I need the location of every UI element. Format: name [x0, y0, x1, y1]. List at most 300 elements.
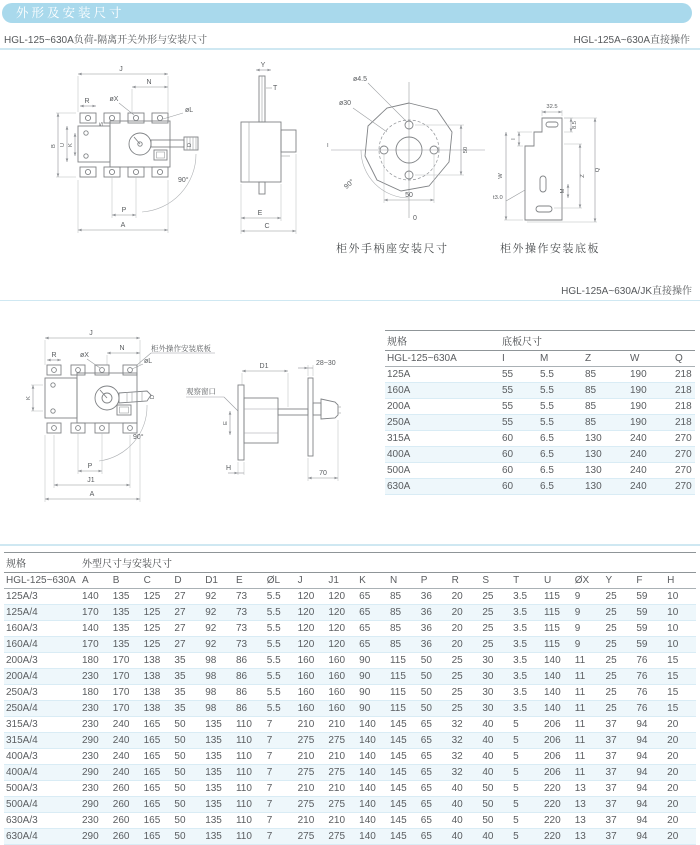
column-header: D: [172, 573, 203, 589]
table-cell: 180: [80, 653, 111, 669]
table-cell: 40: [480, 765, 511, 781]
table-cell: 275: [296, 797, 327, 813]
table-cell: 25: [604, 669, 635, 685]
table-cell: 25: [604, 621, 635, 637]
table-cell: 130: [583, 447, 628, 463]
table-cell: 50: [172, 797, 203, 813]
table-cell: 7: [265, 781, 296, 797]
table-cell: 135: [111, 637, 142, 653]
table-cell: 165: [142, 749, 173, 765]
table-cell: 218: [673, 383, 695, 399]
table-cell: 37: [604, 717, 635, 733]
table-cell: 85: [583, 415, 628, 431]
table-cell: 500A/3: [4, 781, 80, 797]
table-cell: 50: [172, 813, 203, 829]
table-cell: 36: [419, 605, 450, 621]
table-cell: 25: [480, 637, 511, 653]
table-cell: 50: [480, 781, 511, 797]
dim-label: H: [226, 465, 232, 472]
table-cell: 55: [500, 399, 538, 415]
table-cell: 3.5: [511, 701, 542, 717]
table-cell: 3.5: [511, 669, 542, 685]
front-view-bottom-dims: [78, 143, 196, 233]
table-cell: 170: [80, 637, 111, 653]
table-cell: 50: [172, 765, 203, 781]
table-cell: 65: [357, 621, 388, 637]
table-cell: 125: [142, 589, 173, 605]
table-cell: 135: [203, 717, 234, 733]
table-cell: 20: [665, 829, 696, 845]
table-cell: 25: [604, 653, 635, 669]
table-cell: 260: [111, 829, 142, 845]
table-cell: 110: [234, 733, 265, 749]
dim-label: J: [89, 330, 93, 337]
table-cell: 145: [388, 797, 419, 813]
table-cell: 7: [265, 813, 296, 829]
table-cell: 36: [419, 621, 450, 637]
table-cell: 5: [511, 733, 542, 749]
dim-label: R: [51, 352, 57, 359]
table-cell: 250A/4: [4, 701, 80, 717]
table-cell: 25: [450, 685, 481, 701]
table-cell: 3.5: [511, 637, 542, 653]
table-cell: 94: [634, 749, 665, 765]
table-cell: 138: [142, 701, 173, 717]
table-cell: 20: [450, 589, 481, 605]
drawing-base-plate: [492, 98, 607, 236]
subtitle-left: HGL-125~630A负荷-隔离开关外形与安装尺寸: [4, 35, 208, 46]
table-cell: 630A: [385, 479, 500, 495]
table-cell: 120: [296, 605, 327, 621]
table-cell: 35: [172, 701, 203, 717]
table-cell: 200A: [385, 399, 500, 415]
table-cell: 73: [234, 589, 265, 605]
table-cell: 65: [357, 589, 388, 605]
column-header: S: [480, 573, 511, 589]
observation-window-label: 观察窗口: [186, 387, 216, 396]
dim-label: N: [119, 345, 125, 352]
table-cell: 135: [203, 813, 234, 829]
table-cell: 50: [419, 669, 450, 685]
table-cell: 260: [111, 797, 142, 813]
group-header-spec: 规格: [385, 331, 500, 351]
table-cell: 6.5: [538, 479, 583, 495]
table-cell: 135: [203, 781, 234, 797]
dim-label: J: [119, 66, 123, 73]
drawing-direct-front-side-view: [28, 60, 298, 252]
table-cell: 59: [634, 589, 665, 605]
table-cell: 160A: [385, 383, 500, 399]
table-cell: 6.5: [538, 447, 583, 463]
table-cell: 110: [234, 717, 265, 733]
table-cell: 40: [480, 829, 511, 845]
table-row: [4, 637, 696, 653]
column-header: ØL: [265, 573, 296, 589]
table-cell: 94: [634, 717, 665, 733]
table-row: [4, 701, 696, 717]
table-cell: 25: [480, 621, 511, 637]
table-cell: 125: [142, 621, 173, 637]
table-cell: 218: [673, 399, 695, 415]
table-cell: 37: [604, 749, 635, 765]
table-cell: 275: [326, 733, 357, 749]
table-cell: 55: [500, 367, 538, 383]
table-cell: 140: [542, 701, 573, 717]
table-cell: 5.5: [265, 637, 296, 653]
table-cell: 275: [326, 829, 357, 845]
table-cell: 37: [604, 829, 635, 845]
table-cell: 138: [142, 653, 173, 669]
dim-label: øL: [185, 107, 194, 114]
table-cell: 5: [511, 749, 542, 765]
table-row: [385, 415, 695, 431]
table-cell: 140: [357, 765, 388, 781]
table-cell: 85: [583, 367, 628, 383]
table-cell: 125: [142, 637, 173, 653]
table-cell: 85: [388, 589, 419, 605]
table-cell: 27: [172, 589, 203, 605]
table-row: [4, 685, 696, 701]
table-cell: 35: [172, 685, 203, 701]
table-cell: 15: [665, 653, 696, 669]
column-header: Q: [673, 351, 695, 367]
table-cell: 86: [234, 653, 265, 669]
table-cell: 25: [480, 589, 511, 605]
table-cell: 85: [583, 383, 628, 399]
subtitle-right: HGL-125A~630A直接操作: [573, 35, 690, 46]
table-cell: 135: [203, 733, 234, 749]
table-cell: 140: [357, 781, 388, 797]
table-cell: 250A: [385, 415, 500, 431]
table-cell: 190: [628, 399, 673, 415]
column-header: M: [538, 351, 583, 367]
table-cell: 20: [450, 621, 481, 637]
table-cell: 76: [634, 669, 665, 685]
table-cell: 125A: [385, 367, 500, 383]
table-cell: 110: [234, 749, 265, 765]
table-cell: 110: [234, 797, 265, 813]
table-cell: 25: [450, 669, 481, 685]
front-view-left-dims: [51, 113, 76, 177]
table-cell: 60: [500, 463, 538, 479]
column-header: N: [388, 573, 419, 589]
table-cell: 115: [542, 621, 573, 637]
table-cell: 98: [203, 669, 234, 685]
drawing-jk-side-view: [180, 323, 395, 498]
table-cell: 140: [357, 733, 388, 749]
table-cell: 275: [326, 797, 357, 813]
table-cell: 230: [80, 749, 111, 765]
switch-body: [78, 113, 198, 177]
dim-label: S: [99, 122, 105, 126]
table-cell: 5.5: [538, 415, 583, 431]
table-cell: 115: [542, 605, 573, 621]
table-cell: 59: [634, 605, 665, 621]
table-cell: 165: [142, 813, 173, 829]
table-cell: 40: [450, 813, 481, 829]
table-cell: 240: [628, 479, 673, 495]
table-cell: 7: [265, 717, 296, 733]
table-cell: 98: [203, 653, 234, 669]
dim-label: ø30: [339, 100, 352, 107]
table-cell: 140: [542, 685, 573, 701]
section-title: 外形及安装尺寸: [16, 6, 125, 20]
table-cell: 27: [172, 637, 203, 653]
table-cell: 165: [142, 781, 173, 797]
dim-label: E: [257, 210, 263, 217]
dim-label: 70: [319, 470, 327, 477]
table-cell: 145: [388, 765, 419, 781]
table-cell: 94: [634, 765, 665, 781]
table-cell: 160A/3: [4, 621, 80, 637]
dim-label: øX: [80, 352, 89, 359]
column-header: I: [500, 351, 538, 367]
table-cell: 65: [357, 605, 388, 621]
table-cell: 5.5: [265, 669, 296, 685]
table-cell: 37: [604, 813, 635, 829]
table-cell: 5.5: [265, 589, 296, 605]
table-cell: 65: [419, 797, 450, 813]
table-row: [4, 813, 696, 829]
column-header: J1: [326, 573, 357, 589]
table-cell: 135: [203, 797, 234, 813]
table-cell: 210: [296, 749, 327, 765]
table-cell: 20: [665, 797, 696, 813]
table-row: [4, 733, 696, 749]
group-header-plate-dims: 底板尺寸: [500, 331, 695, 351]
table-cell: 40: [450, 797, 481, 813]
dim-label: øL: [144, 358, 153, 365]
table-cell: 140: [357, 813, 388, 829]
table-cell: 40: [480, 717, 511, 733]
table-group-header: [4, 553, 696, 573]
table-cell: 15: [665, 685, 696, 701]
table-cell: 220: [542, 829, 573, 845]
table-cell: 98: [203, 685, 234, 701]
table-cell: 65: [419, 765, 450, 781]
table-cell: 5: [511, 781, 542, 797]
table-cell: 20: [665, 717, 696, 733]
table-cell: 270: [673, 447, 695, 463]
table-cell: 65: [419, 717, 450, 733]
table-cell: 25: [604, 605, 635, 621]
dim-label: E: [223, 421, 229, 425]
table-cell: 260: [111, 781, 142, 797]
table-cell: 125A/4: [4, 605, 80, 621]
column-header: K: [357, 573, 388, 589]
table-cell: 76: [634, 653, 665, 669]
dim-label: W: [498, 173, 504, 179]
table-cell: 65: [357, 637, 388, 653]
table-cell: 59: [634, 637, 665, 653]
table-cell: 5.5: [265, 653, 296, 669]
table-cell: 73: [234, 637, 265, 653]
table-cell: 220: [542, 781, 573, 797]
table-row: [4, 829, 696, 845]
table-cell: 110: [234, 813, 265, 829]
table-cell: 86: [234, 701, 265, 717]
table-cell: 9: [573, 589, 604, 605]
dim-label: K: [68, 143, 74, 147]
table-cell: 92: [203, 605, 234, 621]
table-cell: 15: [665, 701, 696, 717]
table-cell: 7: [265, 765, 296, 781]
column-header: Y: [604, 573, 635, 589]
table-cell: 35: [172, 653, 203, 669]
table-cell: 65: [419, 733, 450, 749]
table-cell: 220: [542, 797, 573, 813]
table-cell: 290: [80, 829, 111, 845]
column-header: D1: [203, 573, 234, 589]
table-cell: 11: [573, 669, 604, 685]
table-cell: 315A: [385, 431, 500, 447]
table-cell: 115: [388, 685, 419, 701]
table-cell: 5.5: [265, 685, 296, 701]
table-cell: 65: [419, 829, 450, 845]
table-cell: 25: [604, 637, 635, 653]
table-cell: 165: [142, 829, 173, 845]
table-cell: 3.5: [511, 621, 542, 637]
table-cell: 400A/4: [4, 765, 80, 781]
dim-label: 50: [463, 146, 469, 154]
table-cell: 110: [234, 781, 265, 797]
table-cell: 9: [573, 637, 604, 653]
table-cell: 160: [326, 669, 357, 685]
dim-label: 0: [413, 215, 417, 222]
table-cell: 140: [80, 589, 111, 605]
table-cell: 85: [388, 621, 419, 637]
table-cell: 275: [296, 733, 327, 749]
table-cell: 120: [326, 589, 357, 605]
dim-label: 90°: [178, 177, 189, 184]
table-cell: 130: [583, 463, 628, 479]
table-cell: 270: [673, 431, 695, 447]
table-cell: 5.5: [265, 621, 296, 637]
dim-label: I: [511, 138, 517, 140]
dim-label: M: [560, 188, 566, 194]
table-cell: 65: [419, 781, 450, 797]
dim-label: 28~30: [316, 360, 336, 367]
dim-label: N: [146, 79, 152, 86]
table-cell: 160: [326, 653, 357, 669]
table-cell: 230: [80, 781, 111, 797]
dim-label: D: [150, 394, 156, 400]
table-cell: 90: [357, 701, 388, 717]
table-cell: 11: [573, 701, 604, 717]
table-cell: 140: [357, 829, 388, 845]
dim-label: 50: [405, 192, 413, 199]
table-cell: 3.5: [511, 589, 542, 605]
table-cell: 11: [573, 717, 604, 733]
dim-label: B: [51, 144, 57, 148]
base-plate-outline: [525, 118, 562, 220]
table-row: [385, 383, 695, 399]
table-cell: 94: [634, 813, 665, 829]
dim-label: D: [187, 142, 193, 148]
dim-label: ø4.5: [353, 76, 368, 83]
table-row: [385, 479, 695, 495]
table-cell: 32: [450, 717, 481, 733]
table-cell: 500A: [385, 463, 500, 479]
table-cell: 50: [172, 749, 203, 765]
table-cell: 135: [111, 589, 142, 605]
table-cell: 290: [80, 765, 111, 781]
table-cell: 50: [172, 717, 203, 733]
table-cell: 7: [265, 733, 296, 749]
table-cell: 85: [388, 637, 419, 653]
table-row: [385, 399, 695, 415]
jk-front-dims-bottom: [26, 385, 156, 502]
column-header: Z: [583, 351, 628, 367]
table-cell: 270: [673, 479, 695, 495]
table-cell: 40: [480, 749, 511, 765]
table-column-header-row: [385, 351, 695, 367]
table-row: [385, 447, 695, 463]
table-cell: 50: [419, 685, 450, 701]
table-cell: 218: [673, 415, 695, 431]
table-cell: 60: [500, 447, 538, 463]
table-cell: 206: [542, 749, 573, 765]
table-row: [4, 669, 696, 685]
dim-label: P: [121, 207, 127, 214]
table-cell: 145: [388, 813, 419, 829]
table-cell: 115: [388, 701, 419, 717]
table-cell: 40: [480, 733, 511, 749]
table-cell: 130: [583, 431, 628, 447]
table-cell: 145: [388, 733, 419, 749]
table-cell: 9: [573, 605, 604, 621]
table-cell: 250A/3: [4, 685, 80, 701]
table-cell: 115: [388, 669, 419, 685]
table-cell: 30: [480, 701, 511, 717]
dim-label: U: [60, 142, 66, 148]
table-cell: 30: [480, 669, 511, 685]
table-cell: 230: [80, 701, 111, 717]
table-cell: 138: [142, 685, 173, 701]
table-cell: 15: [665, 669, 696, 685]
table-row: [4, 717, 696, 733]
table-cell: 86: [234, 669, 265, 685]
table-cell: 30: [480, 685, 511, 701]
table-cell: 5.5: [265, 701, 296, 717]
table-cell: 5: [511, 829, 542, 845]
table-row: [385, 463, 695, 479]
table-cell: 20: [665, 813, 696, 829]
table-cell: 32: [450, 749, 481, 765]
table-cell: 11: [573, 733, 604, 749]
table-cell: 55: [500, 383, 538, 399]
table-cell: 160A/4: [4, 637, 80, 653]
table-row: [4, 589, 696, 605]
table-cell: 25: [604, 589, 635, 605]
table-cell: 206: [542, 765, 573, 781]
table-cell: 76: [634, 685, 665, 701]
table-cell: 290: [80, 733, 111, 749]
table-cell: 140: [80, 621, 111, 637]
table-cell: 50: [419, 653, 450, 669]
table-cell: 240: [628, 447, 673, 463]
table-cell: 210: [326, 781, 357, 797]
table-cell: 260: [111, 813, 142, 829]
group-header-outline-dims: 外型尺寸与安装尺寸: [80, 553, 696, 573]
table-cell: 36: [419, 589, 450, 605]
table-cell: 145: [388, 829, 419, 845]
table-cell: 160: [296, 685, 327, 701]
table-cell: 37: [604, 797, 635, 813]
dim-label: K: [26, 396, 32, 400]
dim-label: t3.0: [493, 195, 503, 201]
table-cell: 115: [388, 653, 419, 669]
